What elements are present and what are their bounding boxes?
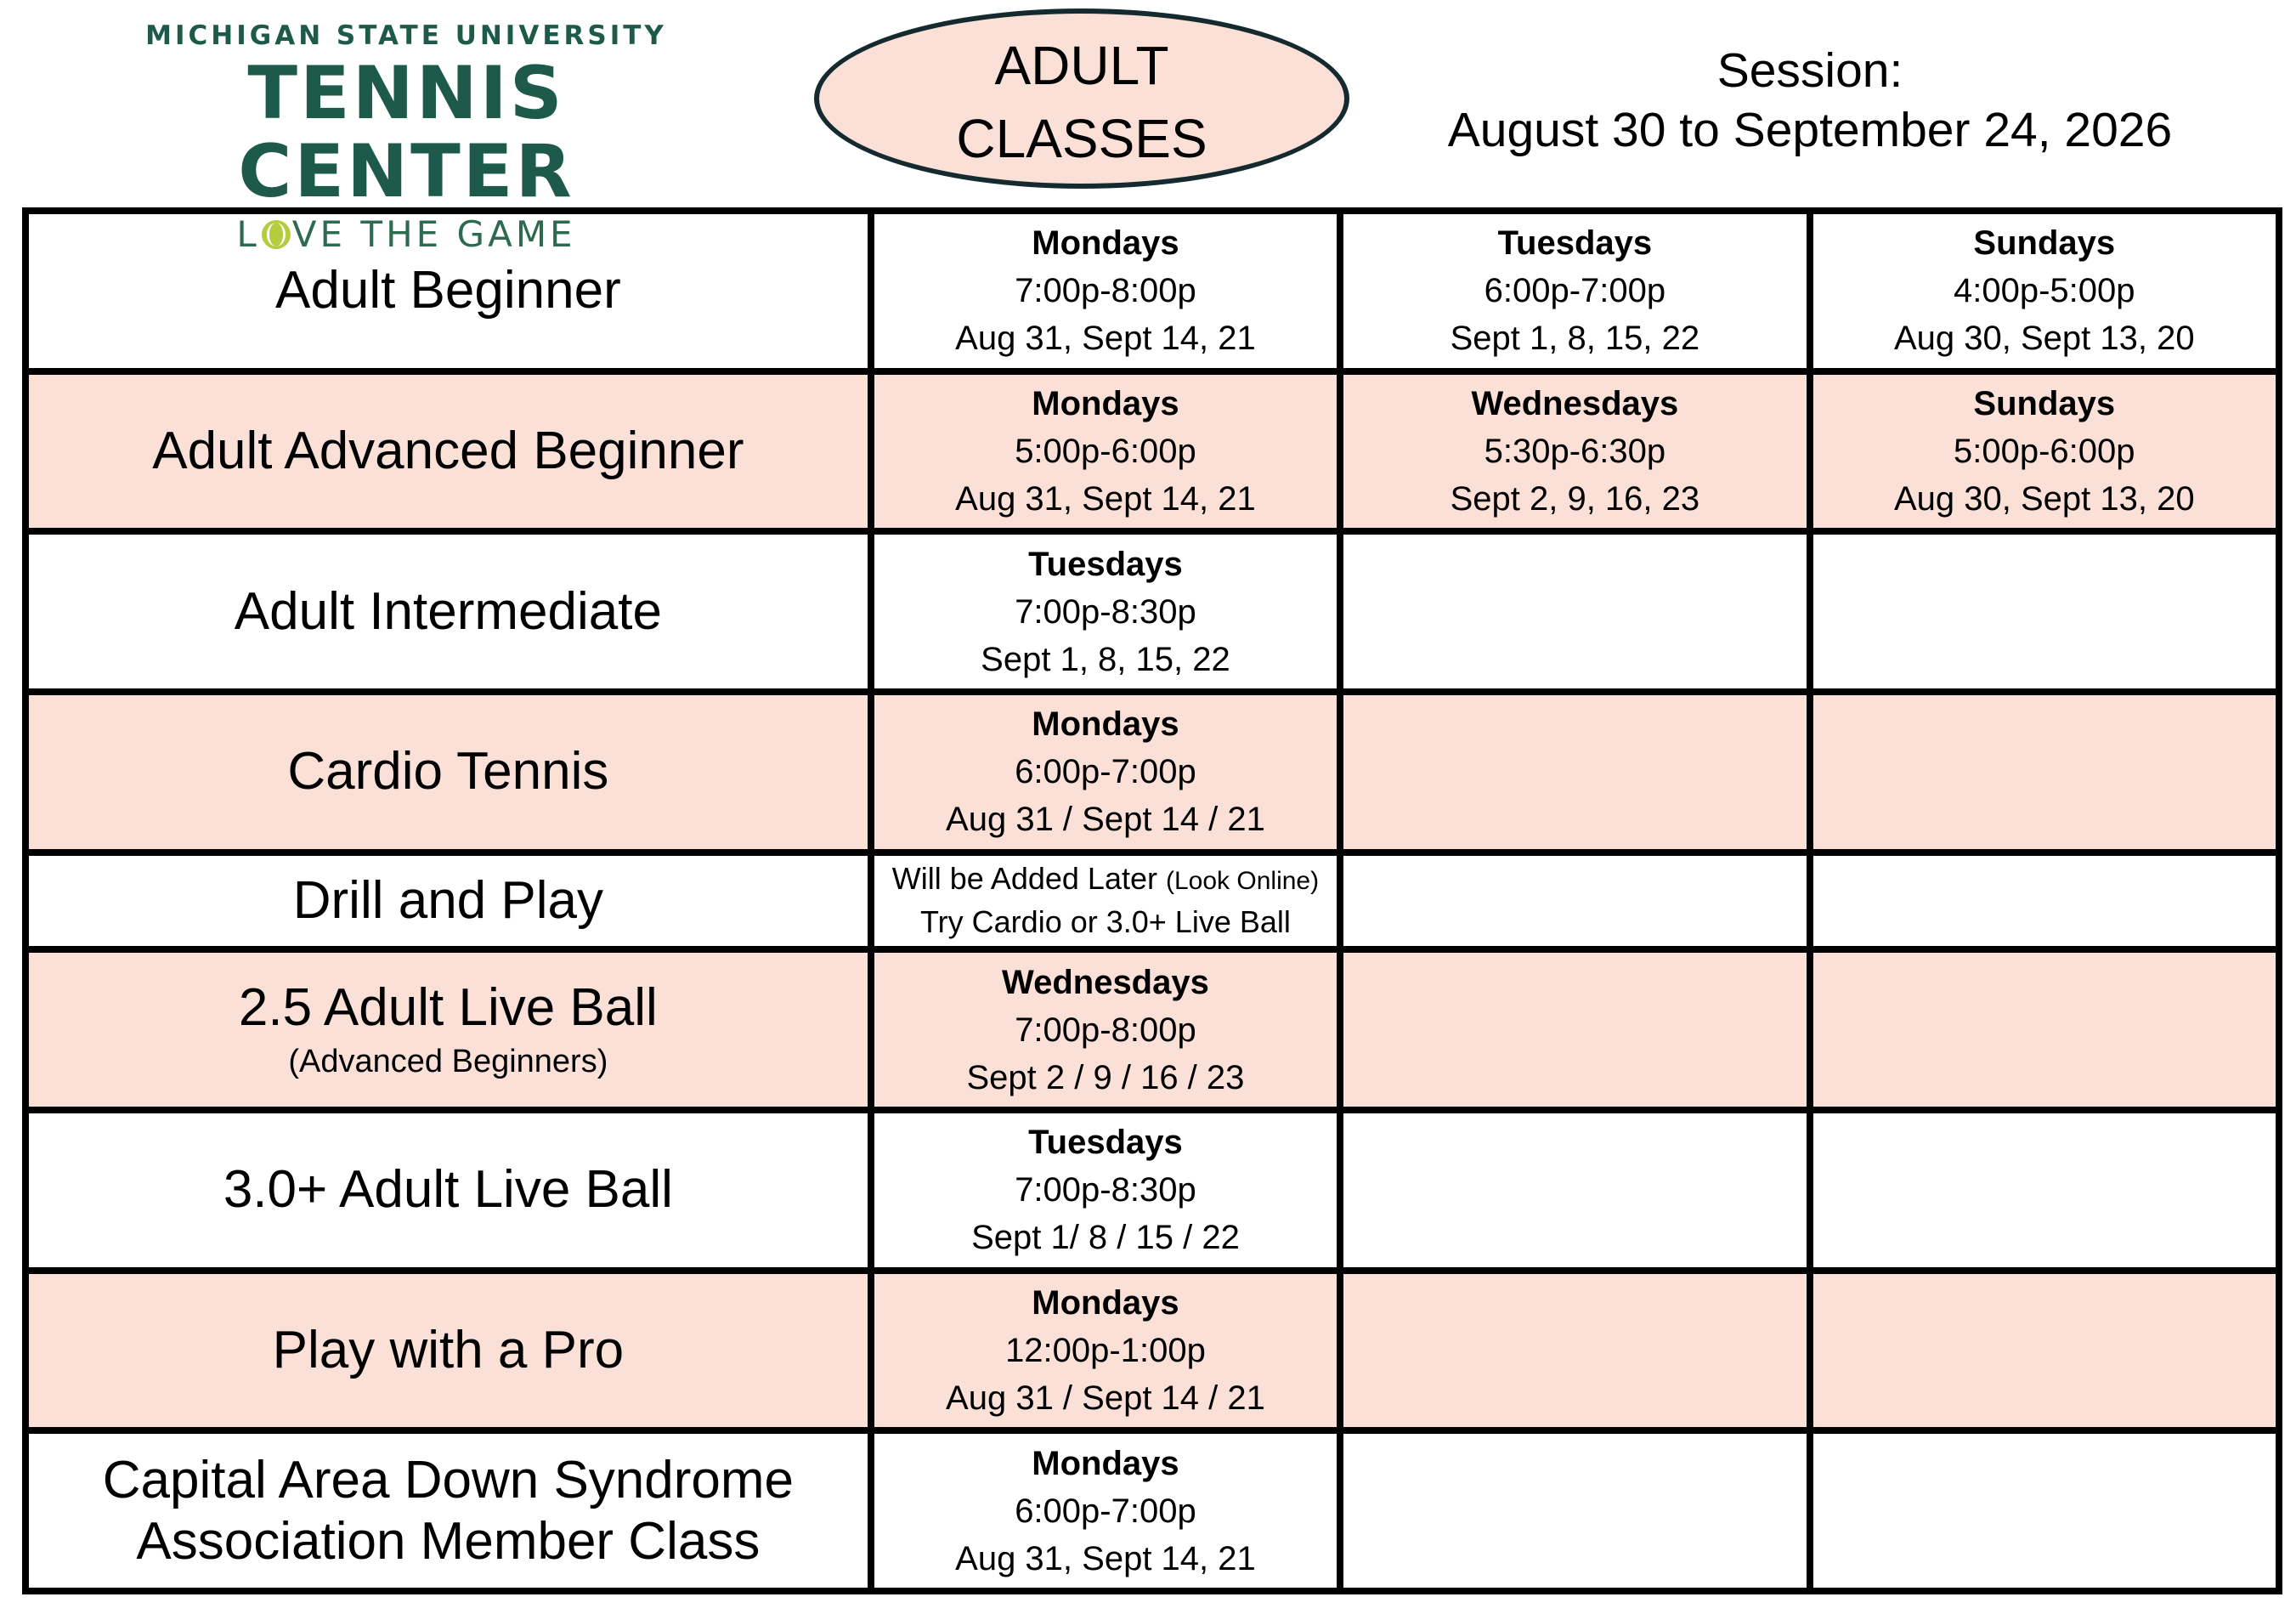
class-name: Adult Intermediate bbox=[234, 581, 662, 641]
session-label: Session: bbox=[1716, 43, 1903, 98]
empty-slot-cell bbox=[1340, 949, 1809, 1110]
page-title-line1: ADULT bbox=[994, 35, 1169, 96]
slot-day: Mondays bbox=[1032, 1283, 1179, 1322]
table-row bbox=[25, 371, 2279, 532]
slot-dates: Sept 1, 8, 15, 22 bbox=[981, 640, 1230, 678]
class-name-cell bbox=[25, 1110, 871, 1271]
slot-dates: Aug 31 / Sept 14 / 21 bbox=[946, 801, 1265, 839]
slot-day: Mondays bbox=[1032, 224, 1179, 263]
slot-dates: Aug 31 / Sept 14 / 21 bbox=[946, 1379, 1265, 1417]
session-dates: August 30 to September 24, 2026 bbox=[1447, 103, 2173, 157]
slot-dates: Sept 2 / 9 / 16 / 23 bbox=[966, 1058, 1245, 1096]
slot-time: 7:00p-8:30p bbox=[1015, 592, 1196, 631]
session-info bbox=[1394, 41, 2226, 160]
slot-dates: Aug 31, Sept 14, 21 bbox=[955, 320, 1256, 358]
schedule-slot-cell bbox=[871, 211, 1340, 371]
slot-day: Tuesdays bbox=[1028, 545, 1183, 583]
slot-day: Mondays bbox=[1032, 1444, 1179, 1482]
table-row bbox=[25, 949, 2279, 1110]
logo-tagline-end: VE THE GAME bbox=[291, 213, 576, 255]
class-name: Drill and Play bbox=[292, 870, 603, 930]
slot-dates: Aug 30, Sept 13, 20 bbox=[1893, 320, 2195, 358]
class-name: Play with a Pro bbox=[272, 1320, 625, 1379]
class-name: Adult Beginner bbox=[275, 261, 621, 320]
slot-time: 5:00p-6:00p bbox=[1015, 432, 1196, 470]
slot-day: Wednesdays bbox=[1002, 963, 1209, 1001]
class-name-cell bbox=[25, 371, 871, 532]
slot-time: 4:00p-5:00p bbox=[1954, 272, 2135, 310]
class-name-line1: Capital Area Down Syndrome bbox=[102, 1450, 795, 1509]
empty-slot-cell bbox=[1810, 1271, 2279, 1431]
schedule-slot-cell bbox=[871, 1110, 1340, 1271]
tennis-center-logo bbox=[92, 19, 721, 255]
slot-time: 7:00p-8:30p bbox=[1015, 1171, 1196, 1209]
table-row bbox=[25, 211, 2279, 371]
table-row bbox=[25, 1110, 2279, 1271]
class-schedule-table bbox=[22, 207, 2282, 1594]
note-text: Will be Added Later bbox=[891, 861, 1157, 897]
slot-day: Sundays bbox=[1973, 384, 2116, 422]
slot-time: 12:00p-1:00p bbox=[1005, 1331, 1206, 1369]
empty-slot-cell bbox=[1810, 692, 2279, 852]
table-row bbox=[25, 852, 2279, 950]
class-name-cell bbox=[25, 692, 871, 852]
slot-day: Mondays bbox=[1032, 705, 1179, 744]
logo-university: MICHIGAN STATE UNIVERSITY bbox=[145, 20, 667, 51]
class-name-cell bbox=[25, 211, 871, 371]
slot-time: 5:00p-6:00p bbox=[1954, 432, 2135, 470]
slot-day: Tuesdays bbox=[1497, 224, 1653, 263]
slot-dates: Sept 2, 9, 16, 23 bbox=[1450, 479, 1700, 518]
schedule-slot-cell bbox=[1340, 211, 1809, 371]
page-title-line2: CLASSES bbox=[956, 108, 1207, 169]
schedule-slot-cell bbox=[1810, 211, 2279, 371]
class-name-cell bbox=[25, 949, 871, 1110]
empty-slot-cell bbox=[1340, 1430, 1809, 1591]
schedule-slot-cell bbox=[871, 949, 1340, 1110]
class-name-cell bbox=[25, 1430, 871, 1591]
note-small-text: (Look Online) bbox=[1166, 867, 1320, 896]
slot-time: 5:30p-6:30p bbox=[1484, 432, 1666, 470]
slot-day: Tuesdays bbox=[1028, 1124, 1183, 1162]
schedule-slot-cell bbox=[1340, 371, 1809, 532]
slot-day: Mondays bbox=[1032, 384, 1179, 422]
schedule-slot-cell bbox=[1810, 371, 2279, 532]
page-title-oval bbox=[814, 8, 1349, 189]
class-name-cell bbox=[25, 531, 871, 692]
class-name: 2.5 Adult Live Ball bbox=[238, 977, 658, 1037]
empty-slot-cell bbox=[1810, 531, 2279, 692]
empty-slot-cell bbox=[1810, 1110, 2279, 1271]
class-subtitle: (Advanced Beginners) bbox=[288, 1043, 608, 1079]
table-row bbox=[25, 1271, 2279, 1431]
table-row bbox=[25, 692, 2279, 852]
class-name: 3.0+ Adult Live Ball bbox=[223, 1160, 673, 1220]
slot-dates: Aug 31, Sept 14, 21 bbox=[955, 479, 1256, 518]
class-name: Cardio Tennis bbox=[287, 742, 609, 801]
class-name: Adult Advanced Beginner bbox=[152, 421, 744, 480]
slot-dates: Sept 1/ 8 / 15 / 22 bbox=[971, 1219, 1240, 1257]
class-name-cell bbox=[25, 852, 871, 950]
slot-dates: Sept 1, 8, 15, 22 bbox=[1450, 320, 1700, 358]
slot-time: 6:00p-7:00p bbox=[1015, 753, 1196, 791]
schedule-slot-cell bbox=[871, 371, 1340, 532]
empty-slot-cell bbox=[1340, 1271, 1809, 1431]
empty-slot-cell bbox=[1810, 949, 2279, 1110]
empty-slot-cell bbox=[1340, 692, 1809, 852]
empty-slot-cell bbox=[1810, 852, 2279, 950]
schedule-note-cell bbox=[871, 852, 1340, 950]
slot-time: 7:00p-8:00p bbox=[1015, 1011, 1196, 1049]
empty-slot-cell bbox=[1340, 531, 1809, 692]
class-name-line2: Association Member Class bbox=[136, 1511, 761, 1571]
slot-dates: Aug 30, Sept 13, 20 bbox=[1893, 479, 2195, 518]
slot-day: Sundays bbox=[1973, 224, 2116, 263]
slot-time: 7:00p-8:00p bbox=[1015, 272, 1196, 310]
class-name-cell bbox=[25, 1271, 871, 1431]
schedule-slot-cell bbox=[871, 1271, 1340, 1431]
empty-slot-cell bbox=[1810, 1430, 2279, 1591]
slot-time: 6:00p-7:00p bbox=[1484, 272, 1666, 310]
schedule-slot-cell bbox=[871, 692, 1340, 852]
slot-time: 6:00p-7:00p bbox=[1015, 1492, 1196, 1530]
empty-slot-cell bbox=[1340, 1110, 1809, 1271]
logo-tennis-center: TENNIS CENTER bbox=[238, 51, 574, 214]
slot-day: Wednesdays bbox=[1471, 384, 1679, 422]
logo-tagline-start: L bbox=[236, 213, 260, 255]
slot-dates: Aug 31, Sept 14, 21 bbox=[955, 1539, 1256, 1577]
schedule-slot-cell bbox=[871, 1430, 1340, 1591]
schedule-slot-cell bbox=[871, 531, 1340, 692]
table-row bbox=[25, 1430, 2279, 1591]
table-row bbox=[25, 531, 2279, 692]
schedule-note-line1 bbox=[874, 858, 1337, 902]
schedule-note-line2: Try Cardio or 3.0+ Live Ball bbox=[920, 904, 1291, 940]
empty-slot-cell bbox=[1340, 852, 1809, 950]
